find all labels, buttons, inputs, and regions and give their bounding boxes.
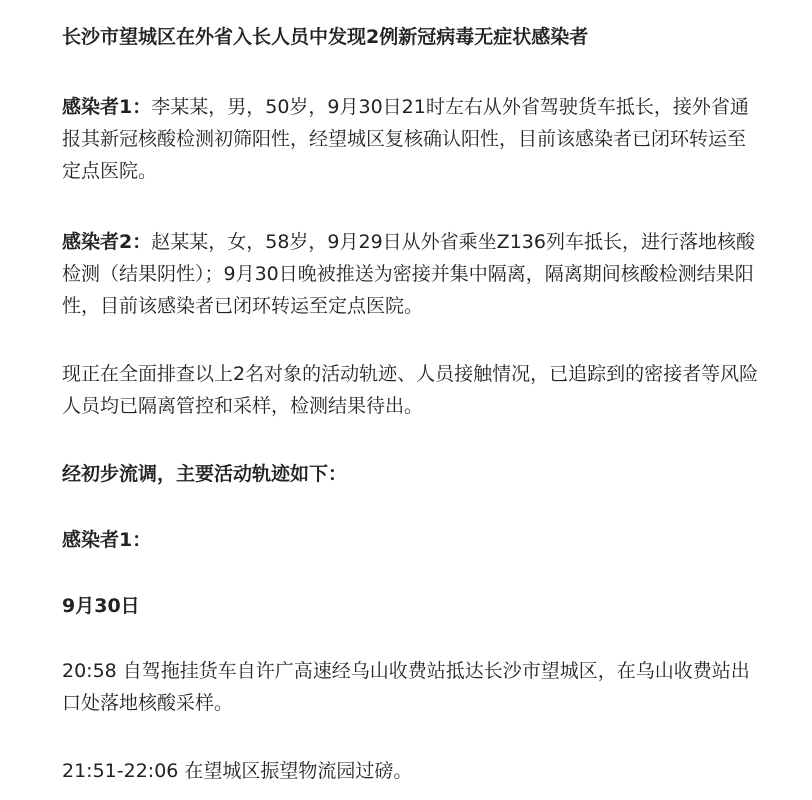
trajectory-case-label: 感染者1：: [62, 529, 152, 551]
case2-paragraph: [62, 226, 762, 322]
article-title: 长沙市望城区在外省入长人员中发现2例新冠病毒无症状感染者: [62, 26, 589, 48]
trajectory-heading: 经初步流调，主要活动轨迹如下：: [62, 463, 348, 485]
case1-text: 李某某，男，50岁，9月30日21时左右从外省驾驶货车抵长，接外省通报其新冠核酸检测初筛阳性，经望城区复核确认阳性，目前该感染者已闭环转运至定点医院。: [62, 96, 749, 182]
case1-paragraph: [62, 91, 762, 187]
case2-label: 感染者2：: [62, 231, 152, 253]
trajectory-date: 9月30日: [62, 595, 140, 617]
case1-label: 感染者1：: [62, 96, 152, 118]
investigation-paragraph: 现正在全面排查以上2名对象的活动轨迹、人员接触情况，已追踪到的密接者等风险人员均已隔离管控和采样，检测结果待出。: [62, 363, 759, 417]
event-item: 21:51-22:06 在望城区振望物流园过磅。: [62, 760, 413, 782]
case2-text: 赵某某，女，58岁，9月29日从外省乘坐Z136列车抵长，进行落地核酸检测（结果阴性）；9月30日晚被推送为密接并集中隔离，隔离期间核酸检测结果阳性，目前该感染者已闭环转运至定点医院。: [62, 231, 755, 317]
event-item: 20:58 自驾拖挂货车自许广高速经乌山收费站抵达长沙市望城区，在乌山收费站出口处落地核酸采样。: [62, 660, 750, 714]
